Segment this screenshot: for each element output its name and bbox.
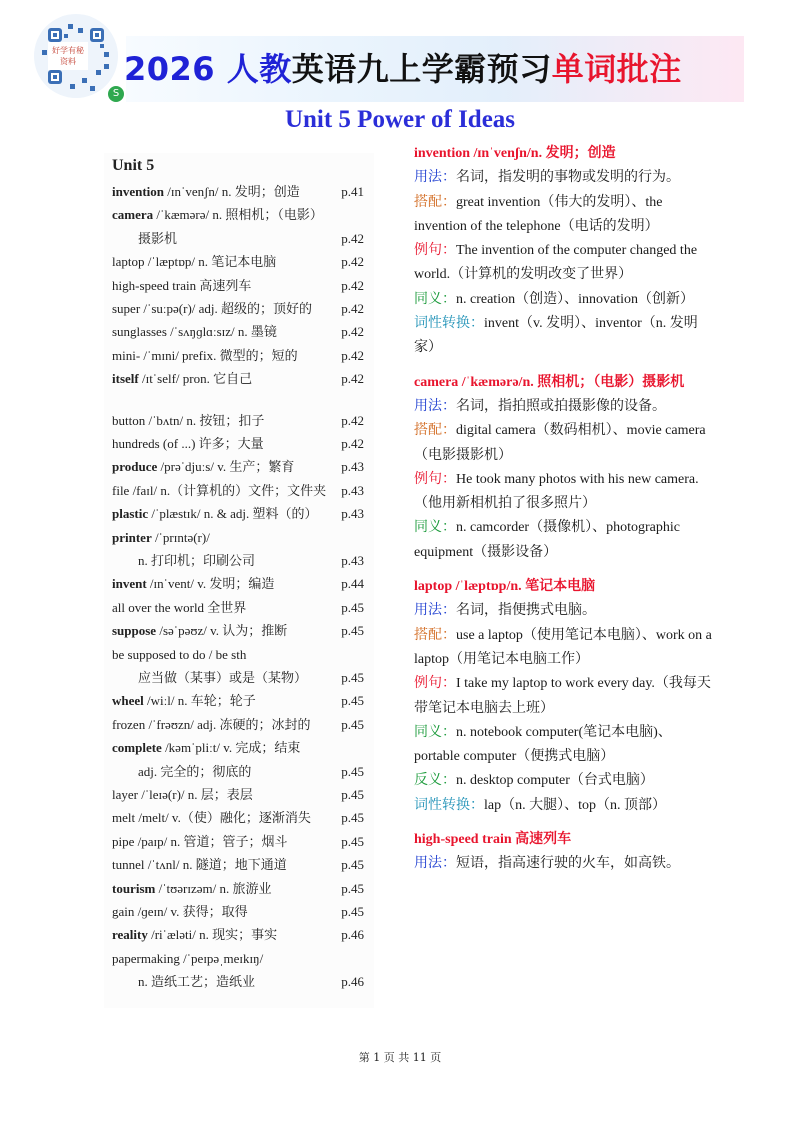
vocab-entry-text — [112, 573, 274, 595]
vocab-headword: complete — [112, 740, 162, 756]
title-part-highlight: 单词批注 — [551, 50, 682, 88]
vocab-entry-text — [112, 204, 323, 226]
vocab-entry-text — [112, 644, 246, 666]
vocab-entry-text — [112, 761, 251, 783]
vocab-heading: Unit 5 — [112, 157, 155, 174]
vocab-entry-text — [112, 228, 177, 250]
vocab-definition: all over the world 全世界 — [112, 599, 247, 615]
usage-line — [414, 852, 714, 876]
vocab-row — [112, 321, 368, 343]
synonym-text: n. notebook computer(笔记本电脑)、portable computer（便携式电脑） — [414, 724, 672, 765]
vocab-entry-text — [112, 714, 310, 736]
vocab-definition: /kəmˈpliːt/ v. 完成；结束 — [161, 740, 301, 756]
vocab-entry-text — [112, 368, 252, 390]
vocab-row — [112, 784, 368, 806]
vocab-page-ref: p.43 — [341, 553, 364, 568]
vocab-entry-text — [112, 878, 272, 900]
vocab-entry-text — [112, 527, 210, 549]
vocab-row — [112, 620, 368, 642]
vocab-row — [112, 761, 368, 783]
synonym-text: n. creation（创造）、innovation（创新） — [456, 291, 694, 307]
vocab-headword: reality — [112, 927, 148, 943]
antonym-text: n. desktop computer（台式电脑） — [456, 773, 654, 789]
example-label: 例句： — [414, 676, 456, 692]
entry-laptop — [414, 575, 714, 818]
example-line — [414, 468, 714, 517]
synonym-label: 同义： — [414, 724, 456, 740]
vocab-entry-text — [112, 690, 256, 712]
vocab-row — [112, 345, 368, 367]
vocab-entry-text — [112, 181, 300, 203]
vocab-page-ref: p.42 — [341, 347, 364, 363]
collocation-label: 搭配： — [414, 423, 456, 439]
mini-program-icon: S — [108, 86, 124, 102]
vocab-entry-text — [112, 948, 263, 970]
vocab-page-ref: p.45 — [341, 857, 364, 873]
vocab-row — [112, 503, 368, 525]
vocab-definition: be supposed to do / be sth — [112, 646, 247, 662]
synonym-label: 同义： — [414, 291, 456, 307]
vocab-definition: /ɪnˈvent/ v. 发明；编造 — [146, 576, 275, 592]
vocab-definition: melt /melt/ v.（使）融化；逐渐消失 — [112, 810, 311, 826]
vocab-entry-text — [112, 831, 288, 853]
vocab-entry-text — [112, 410, 264, 432]
word-form-line — [414, 794, 714, 818]
vocab-page-ref: p.42 — [341, 436, 364, 451]
page-footer: 第 1 页 共 11 页 — [358, 1051, 442, 1064]
vocab-definition: /ˈkæmərə/ n. 照相机；（电影） — [153, 207, 323, 223]
vocab-row — [112, 924, 368, 946]
vocab-definition: 应当做（某事）或是（某物） — [138, 670, 308, 685]
vocab-row — [112, 433, 368, 455]
entry-high-speed-train — [414, 828, 714, 877]
vocab-page-ref: p.42 — [341, 254, 364, 270]
vocab-definition: /riˈæləti/ n. 现实；事实 — [147, 927, 278, 943]
vocab-row — [112, 737, 368, 759]
usage-label: 用法： — [414, 856, 456, 872]
vocab-entry-text — [112, 550, 255, 572]
vocab-definition: gain /ɡeɪn/ v. 获得；取得 — [112, 904, 248, 919]
usage-label: 用法： — [414, 398, 456, 414]
vocab-row — [112, 456, 368, 478]
vocab-row — [112, 204, 368, 226]
entry-headword: camera /ˈkæmərə/n. 照相机；（电影）摄影机 — [414, 374, 685, 390]
vocab-definition: n. 打印机；印刷公司 — [138, 553, 256, 568]
vocab-entry-text — [112, 298, 312, 320]
usage-line — [414, 166, 714, 190]
vocab-page-ref: p.42 — [341, 324, 364, 340]
usage-label: 用法： — [414, 170, 456, 186]
vocab-definition: sunglasses /ˈsʌŋɡlɑːsɪz/ n. 墨镜 — [112, 324, 277, 340]
usage-text: 短语，指高速行驶的火车，如高铁。 — [456, 856, 680, 872]
title-part-main: 英语九上学霸预习 — [291, 50, 552, 88]
vocab-row — [112, 854, 368, 876]
title-part-year: 2026 人教 — [124, 50, 292, 88]
vocab-row — [112, 901, 368, 923]
vocabulary-list — [104, 153, 374, 1008]
vocab-row — [112, 527, 368, 549]
vocab-row — [112, 275, 368, 297]
vocab-definition: hundreds (of ...) 许多；大量 — [112, 436, 264, 451]
collocation-label: 搭配： — [414, 627, 456, 643]
vocab-entry-text — [112, 480, 326, 502]
logo-text-line1: 好学有秘 — [52, 46, 84, 55]
vocab-row — [112, 251, 368, 273]
vocab-page-ref: p.45 — [341, 599, 364, 615]
vocab-definition: /wiːl/ n. 车轮；轮子 — [143, 693, 256, 709]
vocab-page-ref: p.43 — [341, 482, 364, 498]
vocab-entry-text — [112, 345, 298, 367]
collocation-line — [414, 419, 714, 468]
vocab-definition: 摄影机 — [138, 230, 178, 246]
vocab-page-ref: p.42 — [341, 371, 364, 387]
unit-title: Unit 5 Power of Ideas — [284, 106, 516, 133]
vocab-entry-text — [112, 971, 255, 993]
synonym-text: n. camcorder（摄像机）、photographic equipment（摄影设备） — [414, 520, 680, 560]
synonym-line — [414, 721, 714, 770]
vocab-headword: invention — [112, 184, 165, 199]
vocab-page-ref: p.45 — [341, 623, 364, 639]
vocab-page-ref: p.45 — [341, 880, 364, 896]
vocab-page-ref: p.42 — [341, 277, 364, 293]
vocab-page-ref: p.43 — [341, 506, 364, 522]
entry-headword: high-speed train 高速列车 — [414, 832, 572, 848]
usage-text: 名词，指拍照或拍摄影像的设备。 — [456, 398, 666, 414]
entry-headword: laptop /ˈlæptɒp/n. 笔记本电脑 — [414, 579, 596, 595]
collocation-label: 搭配： — [414, 194, 456, 210]
usage-text: 名词，指发明的事物或发明的行为。 — [456, 170, 680, 186]
vocab-entry-text — [112, 784, 253, 806]
usage-label: 用法： — [414, 603, 456, 619]
vocab-definition: file /faɪl/ n.（计算机的）文件；文件夹 — [112, 482, 327, 498]
header-banner — [26, 6, 744, 102]
collocation-line — [414, 624, 714, 673]
vocab-definition: /ˈprɪntə(r)/ — [151, 529, 210, 545]
vocab-entry-text — [112, 597, 246, 619]
vocab-row — [112, 644, 368, 666]
collocation-text: use a laptop（使用笔记本电脑）、work on a laptop（用笔记本电脑工作） — [414, 627, 712, 667]
vocab-page-ref: p.46 — [341, 974, 364, 990]
vocab-headword: camera — [112, 207, 154, 223]
word-form-label: 词性转换： — [414, 797, 484, 813]
vocab-definition: /ɪnˈvenʃn/ n. 发明；创造 — [164, 184, 300, 199]
entry-camera — [414, 371, 714, 565]
vocab-page-ref: p.42 — [341, 301, 364, 316]
example-line — [414, 239, 714, 288]
vocab-headword: tourism — [112, 880, 156, 896]
vocab-entry-text — [112, 924, 277, 946]
example-text: He took many photos with his new camera.（他用新相机拍了很多照片） — [414, 471, 699, 512]
example-line — [414, 672, 714, 721]
vocab-definition: frozen /ˈfrəʊzn/ adj. 冻硬的；冰封的 — [112, 716, 311, 732]
vocab-definition: laptop /ˈlæptɒp/ n. 笔记本电脑 — [112, 254, 277, 270]
vocab-row — [112, 480, 368, 502]
vocab-entry-text — [112, 854, 287, 876]
vocab-headword: plastic — [112, 506, 149, 522]
vocab-row — [112, 971, 368, 993]
vocab-entry-text — [112, 737, 300, 759]
vocab-row — [112, 690, 368, 712]
annotation-column — [414, 142, 714, 887]
vocab-row — [112, 298, 368, 320]
vocab-definition: /prəˈdjuːs/ v. 生产；繁育 — [157, 459, 295, 475]
vocab-entry-text — [112, 807, 311, 829]
usage-line — [414, 599, 714, 623]
vocab-headword: itself — [112, 371, 139, 387]
vocab-page-ref: p.45 — [341, 716, 364, 732]
vocab-definition: super /ˈsuːpə(r)/ adj. 超级的；顶好的 — [112, 301, 313, 316]
logo-text-line2: 资料 — [60, 57, 76, 66]
vocab-definition: /ɪtˈself/ pron. 它自己 — [138, 371, 253, 387]
collocation-text: great invention（伟大的发明）、the invention of the telephone（电话的发明） — [414, 194, 663, 234]
vocab-definition: adj. 完全的；彻底的 — [138, 763, 252, 779]
vocab-entry-text — [112, 503, 318, 525]
vocab-page-ref: p.45 — [341, 810, 364, 826]
usage-text: 名词，指便携式电脑。 — [456, 603, 596, 619]
vocab-row — [112, 667, 368, 689]
vocab-row — [112, 831, 368, 853]
vocab-headword: invent — [112, 576, 147, 592]
vocab-entry-text — [112, 275, 251, 297]
example-text: The invention of the computer changed the world.（计算机的发明改变了世界） — [414, 243, 698, 283]
vocab-row — [112, 550, 368, 572]
entry-invention — [414, 142, 714, 361]
synonym-line — [414, 288, 714, 312]
vocab-row — [112, 181, 368, 203]
vocab-row — [112, 948, 368, 970]
vocab-row — [112, 410, 368, 432]
vocab-definition: button /ˈbʌtn/ n. 按钮；扣子 — [112, 412, 265, 428]
vocab-headword: printer — [112, 529, 152, 545]
vocab-row — [112, 368, 368, 390]
synonym-line — [414, 516, 714, 565]
word-form-text: lap（n. 大腿）、top（n. 顶部） — [484, 797, 666, 813]
vocab-page-ref: p.45 — [341, 833, 364, 849]
collocation-line — [414, 191, 714, 240]
logo-label — [48, 42, 88, 70]
entry-headword: invention /ɪnˈvenʃn/n. 发明；创造 — [414, 146, 616, 161]
vocab-entry-text — [112, 620, 287, 642]
vocab-page-ref: p.45 — [341, 670, 364, 685]
word-form-text: invent（v. 发明）、inventor（n. 发明家） — [414, 316, 698, 356]
vocab-page-ref: p.46 — [341, 927, 364, 943]
vocab-row — [112, 807, 368, 829]
antonym-label: 反义： — [414, 773, 456, 789]
vocab-entry-text — [112, 251, 276, 273]
example-label: 例句： — [414, 471, 456, 487]
vocab-headword: suppose — [112, 623, 157, 639]
vocab-entry-text — [112, 456, 294, 478]
vocab-page-ref: p.45 — [341, 763, 364, 779]
word-form-line — [414, 312, 714, 361]
qr-code-logo — [26, 6, 126, 106]
example-text: I take my laptop to work every day.（我每天带笔记本电脑去上班） — [414, 676, 711, 716]
vocab-entry-text — [112, 433, 264, 455]
vocab-row — [112, 228, 368, 250]
vocab-page-ref: p.44 — [341, 576, 364, 592]
vocab-page-ref: p.42 — [341, 412, 364, 428]
vocab-row — [112, 714, 368, 736]
collocation-text: digital camera（数码相机）、movie camera（电影摄影机） — [414, 423, 706, 463]
vocab-definition: mini- /ˈmɪni/ prefix. 微型的；短的 — [112, 347, 298, 363]
vocab-definition: tunnel /ˈtʌnl/ n. 隧道；地下通道 — [112, 857, 287, 873]
vocab-definition: /ˈtʊərɪzəm/ n. 旅游业 — [155, 880, 272, 896]
vocab-page-ref: p.43 — [341, 459, 364, 475]
vocab-headword: produce — [112, 459, 158, 475]
vocab-page-ref: p.45 — [341, 693, 364, 709]
vocab-entry-text — [112, 321, 277, 343]
antonym-line — [414, 769, 714, 793]
vocab-page-ref: p.45 — [341, 904, 364, 919]
usage-line — [414, 395, 714, 419]
vocab-page-ref: p.42 — [341, 230, 364, 246]
vocab-definition: pipe /paɪp/ n. 管道；管子；烟斗 — [112, 833, 288, 849]
vocab-row — [112, 878, 368, 900]
vocab-definition: n. 造纸工艺；造纸业 — [138, 974, 256, 990]
example-label: 例句： — [414, 243, 456, 259]
vocab-definition: high-speed train 高速列车 — [112, 277, 252, 293]
vocab-row — [112, 597, 368, 619]
vocab-page-ref: p.45 — [341, 787, 364, 802]
vocab-row — [112, 573, 368, 595]
vocab-entry-text — [112, 901, 248, 923]
vocab-entry-text — [112, 667, 307, 689]
vocab-definition: /səˈpəʊz/ v. 认为；推断 — [156, 623, 288, 639]
vocab-definition: papermaking /ˈpeɪpəˌmeɪkɪŋ/ — [112, 950, 264, 966]
vocab-page-ref: p.41 — [341, 184, 364, 199]
word-form-label: 词性转换： — [414, 316, 484, 332]
vocab-definition: /ˈplæstɪk/ n. & adj. 塑料（的） — [148, 506, 318, 522]
vocab-definition: layer /ˈleɪə(r)/ n. 层；表层 — [112, 787, 253, 802]
banner-title — [124, 40, 682, 98]
synonym-label: 同义： — [414, 520, 456, 536]
vocab-headword: wheel — [112, 693, 144, 709]
